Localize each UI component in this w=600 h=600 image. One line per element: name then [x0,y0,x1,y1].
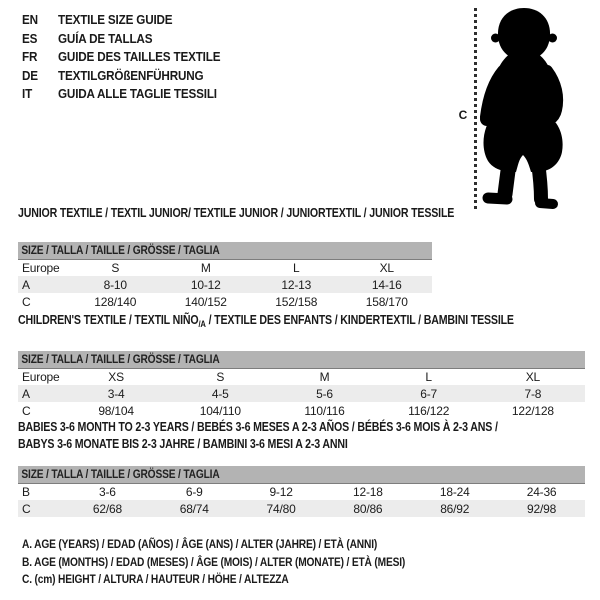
legend-line-a: A. AGE (YEARS) / EDAD (AÑOS) / ÂGE (ANS) / ALTER (JAHRE) / ETÀ (ANNI) [22,537,378,551]
language-code: IT [22,86,33,101]
size-cell: 24-36 [526,484,557,499]
table-row [18,466,585,483]
size-cell: 6-7 [377,385,481,402]
measurement-legend [22,536,473,589]
size-cell: 62/68 [64,500,151,517]
table-row [18,351,585,368]
language-code: ES [22,30,38,46]
size-cell: 80/86 [324,500,411,517]
size-cell: XL [379,260,394,275]
table-row [18,293,432,310]
height-measure-figure [455,5,600,215]
size-cell: XL [525,369,541,384]
table-row [18,402,585,419]
toddler-silhouette-icon [478,5,573,210]
table-row [18,500,585,517]
language-code: EN [22,12,38,27]
table-row [18,483,585,500]
row-label: C [22,403,31,418]
size-cell: 158/170 [365,294,408,309]
size-cell: M [319,369,330,384]
size-cell: 86/92 [411,500,498,517]
junior-table-title: JUNIOR TEXTILE / TEXTIL JUNIOR/ TEXTILE JUNIOR / JUNIORTEXTIL / JUNIOR TESSILE [18,206,455,220]
size-cell: 98/104 [98,403,134,418]
babies-table-title: BABIES 3-6 MONTH TO 2-3 YEARS / BEBÉS 3-6 MESES A 2-3 AÑOS / BÉBÉS 3-6 MOIS À 2-3 ANS / BABYS 3-6 MONATE BIS 2-3 JAHRE / BAMBINI 3-6 MESI A 2-3 ANNI [18,420,498,451]
size-cell: 3-6 [99,484,116,499]
size-cell: XS [108,369,124,384]
size-cell: 5-6 [272,385,376,402]
table-row [18,242,432,259]
junior-textile-section [18,205,455,310]
language-code: FR [22,49,38,64]
size-cell: 92/98 [498,500,585,517]
list-item [22,85,220,104]
table-row [18,276,432,293]
babies-size-table [18,466,585,517]
language-title: TEXTILGRÖßENFÜHRUNG [58,67,204,83]
row-label: C [18,500,64,517]
size-cell: 8-10 [70,276,161,293]
size-cell: 116/122 [408,403,450,418]
size-cell: 110/116 [304,403,345,418]
language-title: GUÍA DE TALLAS [58,30,153,46]
size-cell: 12-13 [251,276,342,293]
legend-line-c: C. (cm) HEIGHT / ALTURA / HAUTEUR / HÖHE / ALTEZZA [22,572,289,586]
size-cell: 104/110 [199,403,241,418]
size-cell: 14-16 [342,276,433,293]
junior-size-table [18,242,432,310]
size-cell: 7-8 [481,385,585,402]
size-cell: S [111,260,120,275]
size-header-bar: SIZE / TALLA / TAILLE / GRÖSSE / TAGLIA [18,466,585,483]
size-cell: 140/152 [184,294,227,309]
row-label: Europe [22,260,60,275]
size-cell: 74/80 [238,500,325,517]
size-cell: L [425,369,432,384]
row-label: A [18,385,64,402]
size-cell: 4-5 [168,385,272,402]
children-table-title: CHILDREN'S TEXTILE / TEXTIL $NIÑO_{/A}$ / TEXTILE DES ENFANTS / KINDERTEXTIL / BAMBINI TESSILE [18,313,514,329]
size-cell: 3-4 [64,385,168,402]
table-row [18,259,432,276]
list-item [22,30,220,49]
list-item [22,67,220,86]
size-cell: 9-12 [269,484,293,499]
language-title: TEXTILE SIZE GUIDE [58,12,173,27]
size-cell: 18-24 [439,484,470,499]
size-cell: M [200,260,211,275]
language-title: GUIDA ALLE TAGLIE TESSILI [58,86,217,101]
size-cell: 12-18 [353,484,383,499]
list-item [22,11,220,30]
row-label: A [18,276,70,293]
size-cell: 152/158 [275,294,318,309]
nino-a-subscript: /A [198,319,206,329]
babies-textile-section [18,419,585,517]
size-cell: 122/128 [511,403,554,418]
size-header-bar: SIZE / TALLA / TAILLE / GRÖSSE / TAGLIA [18,242,432,259]
height-label-c: C [458,108,468,122]
row-label: Europe [22,369,60,384]
language-title-list [22,11,242,104]
size-cell: 10-12 [161,276,252,293]
list-item [22,48,220,67]
size-cell: 68/74 [151,500,238,517]
legend-line-b: B. AGE (MONTHS) / EDAD (MESES) / ÂGE (MOIS) / ALTER (MONATE) / ETÀ (MESI) [22,554,406,569]
children-size-table [18,351,585,419]
size-header-bar: SIZE / TALLA / TAILLE / GRÖSSE / TAGLIA [18,351,585,368]
language-title: GUIDE DES TAILLES TEXTILE [58,49,221,64]
table-row [18,385,585,402]
row-label: C [22,294,31,309]
children-textile-section [18,312,585,419]
height-dotted-line [474,8,477,209]
size-cell: S [216,369,225,384]
table-row [18,368,585,385]
row-label: B [22,484,30,499]
size-cell: L [293,260,300,275]
size-cell: 128/140 [94,294,137,309]
language-code: DE [22,67,38,83]
size-cell: 6-9 [185,484,203,499]
